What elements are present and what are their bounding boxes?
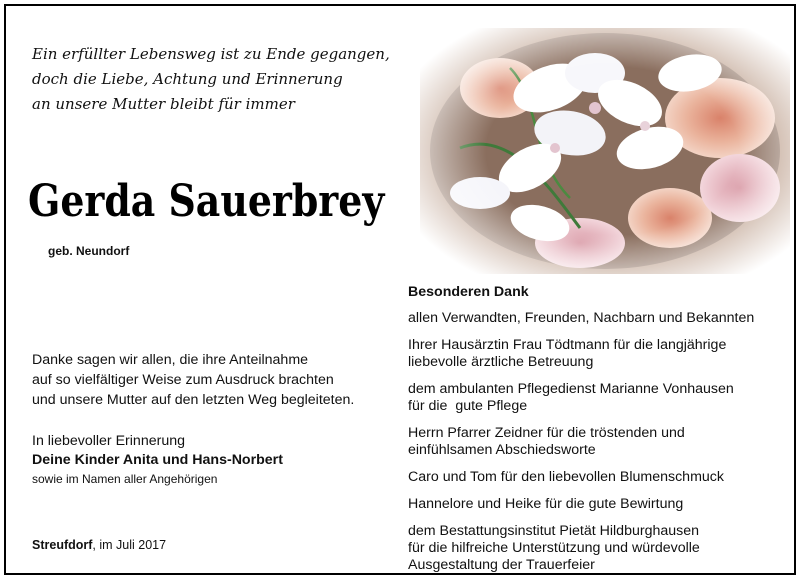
thanks-item-line: für die hilfreiche Unterstützung und würdevolle bbox=[408, 540, 700, 556]
thanks-item bbox=[408, 469, 793, 486]
thanks-paragraph bbox=[32, 350, 402, 410]
special-thanks-heading: Besonderen Dank bbox=[408, 284, 529, 300]
thanks-item bbox=[408, 310, 793, 327]
thanks-item-line: einfühlsamen Abschiedsworte bbox=[408, 442, 596, 458]
motto-verse bbox=[32, 42, 412, 117]
birth-name: geb. Neundorf bbox=[48, 244, 130, 258]
mourners-also: sowie im Namen aller Angehörigen bbox=[32, 472, 218, 486]
thanks-item-line: Ihrer Hausärztin Frau Tödtmann für die langjährige bbox=[408, 337, 727, 353]
thanks-item-line: dem Bestattungsinstitut Pietät Hildburghausen bbox=[408, 523, 700, 539]
place-date bbox=[32, 538, 166, 552]
thanks-item bbox=[408, 496, 793, 513]
thanks-item bbox=[408, 425, 793, 459]
motto-line: doch die Liebe, Achtung und Erinnerung bbox=[32, 70, 343, 88]
memory-block bbox=[32, 432, 402, 488]
memory-intro: In liebevoller Erinnerung bbox=[32, 433, 186, 449]
motto-line: Ein erfüllter Lebensweg ist zu Ende gegangen, bbox=[32, 45, 390, 63]
deceased-name: Gerda Sauerbrey bbox=[28, 176, 385, 227]
place-city: Streufdorf bbox=[32, 538, 93, 552]
thanks-line: Danke sagen wir allen, die ihre Anteilnahme bbox=[32, 352, 309, 368]
thanks-line: und unsere Mutter auf den letzten Weg begleiteten. bbox=[32, 392, 355, 408]
place-date-text: , im Juli 2017 bbox=[92, 538, 167, 552]
mourners-names: Deine Kinder Anita und Hans-Norbert bbox=[32, 452, 283, 468]
motto-line: an unsere Mutter bleibt für immer bbox=[32, 95, 295, 113]
thanks-item-line: liebevolle ärztliche Betreuung bbox=[408, 354, 594, 370]
thanks-item-line: Ausgestaltung der Trauerfeier bbox=[408, 557, 595, 573]
thanks-item-line: Caro und Tom für den liebevollen Blumenschmuck bbox=[408, 469, 724, 485]
thanks-item bbox=[408, 523, 793, 574]
thanks-item-line: Hannelore und Heike für die gute Bewirtung bbox=[408, 496, 684, 512]
thanks-line: auf so vielfältiger Weise zum Ausdruck brachten bbox=[32, 372, 334, 388]
thanks-item-line: Herrn Pfarrer Zeidner für die tröstenden und bbox=[408, 425, 685, 441]
thanks-item-line: allen Verwandten, Freunden, Nachbarn und Bekannten bbox=[408, 310, 755, 326]
thanks-item-line: dem ambulanten Pflegedienst Marianne Vonhausen bbox=[408, 381, 734, 397]
thanks-item bbox=[408, 337, 793, 371]
obituary-frame bbox=[4, 4, 796, 575]
special-thanks bbox=[408, 284, 793, 584]
thanks-item bbox=[408, 381, 793, 415]
thanks-item-line: für die gute Pflege bbox=[408, 398, 528, 414]
flower-arrangement-image bbox=[420, 28, 790, 274]
